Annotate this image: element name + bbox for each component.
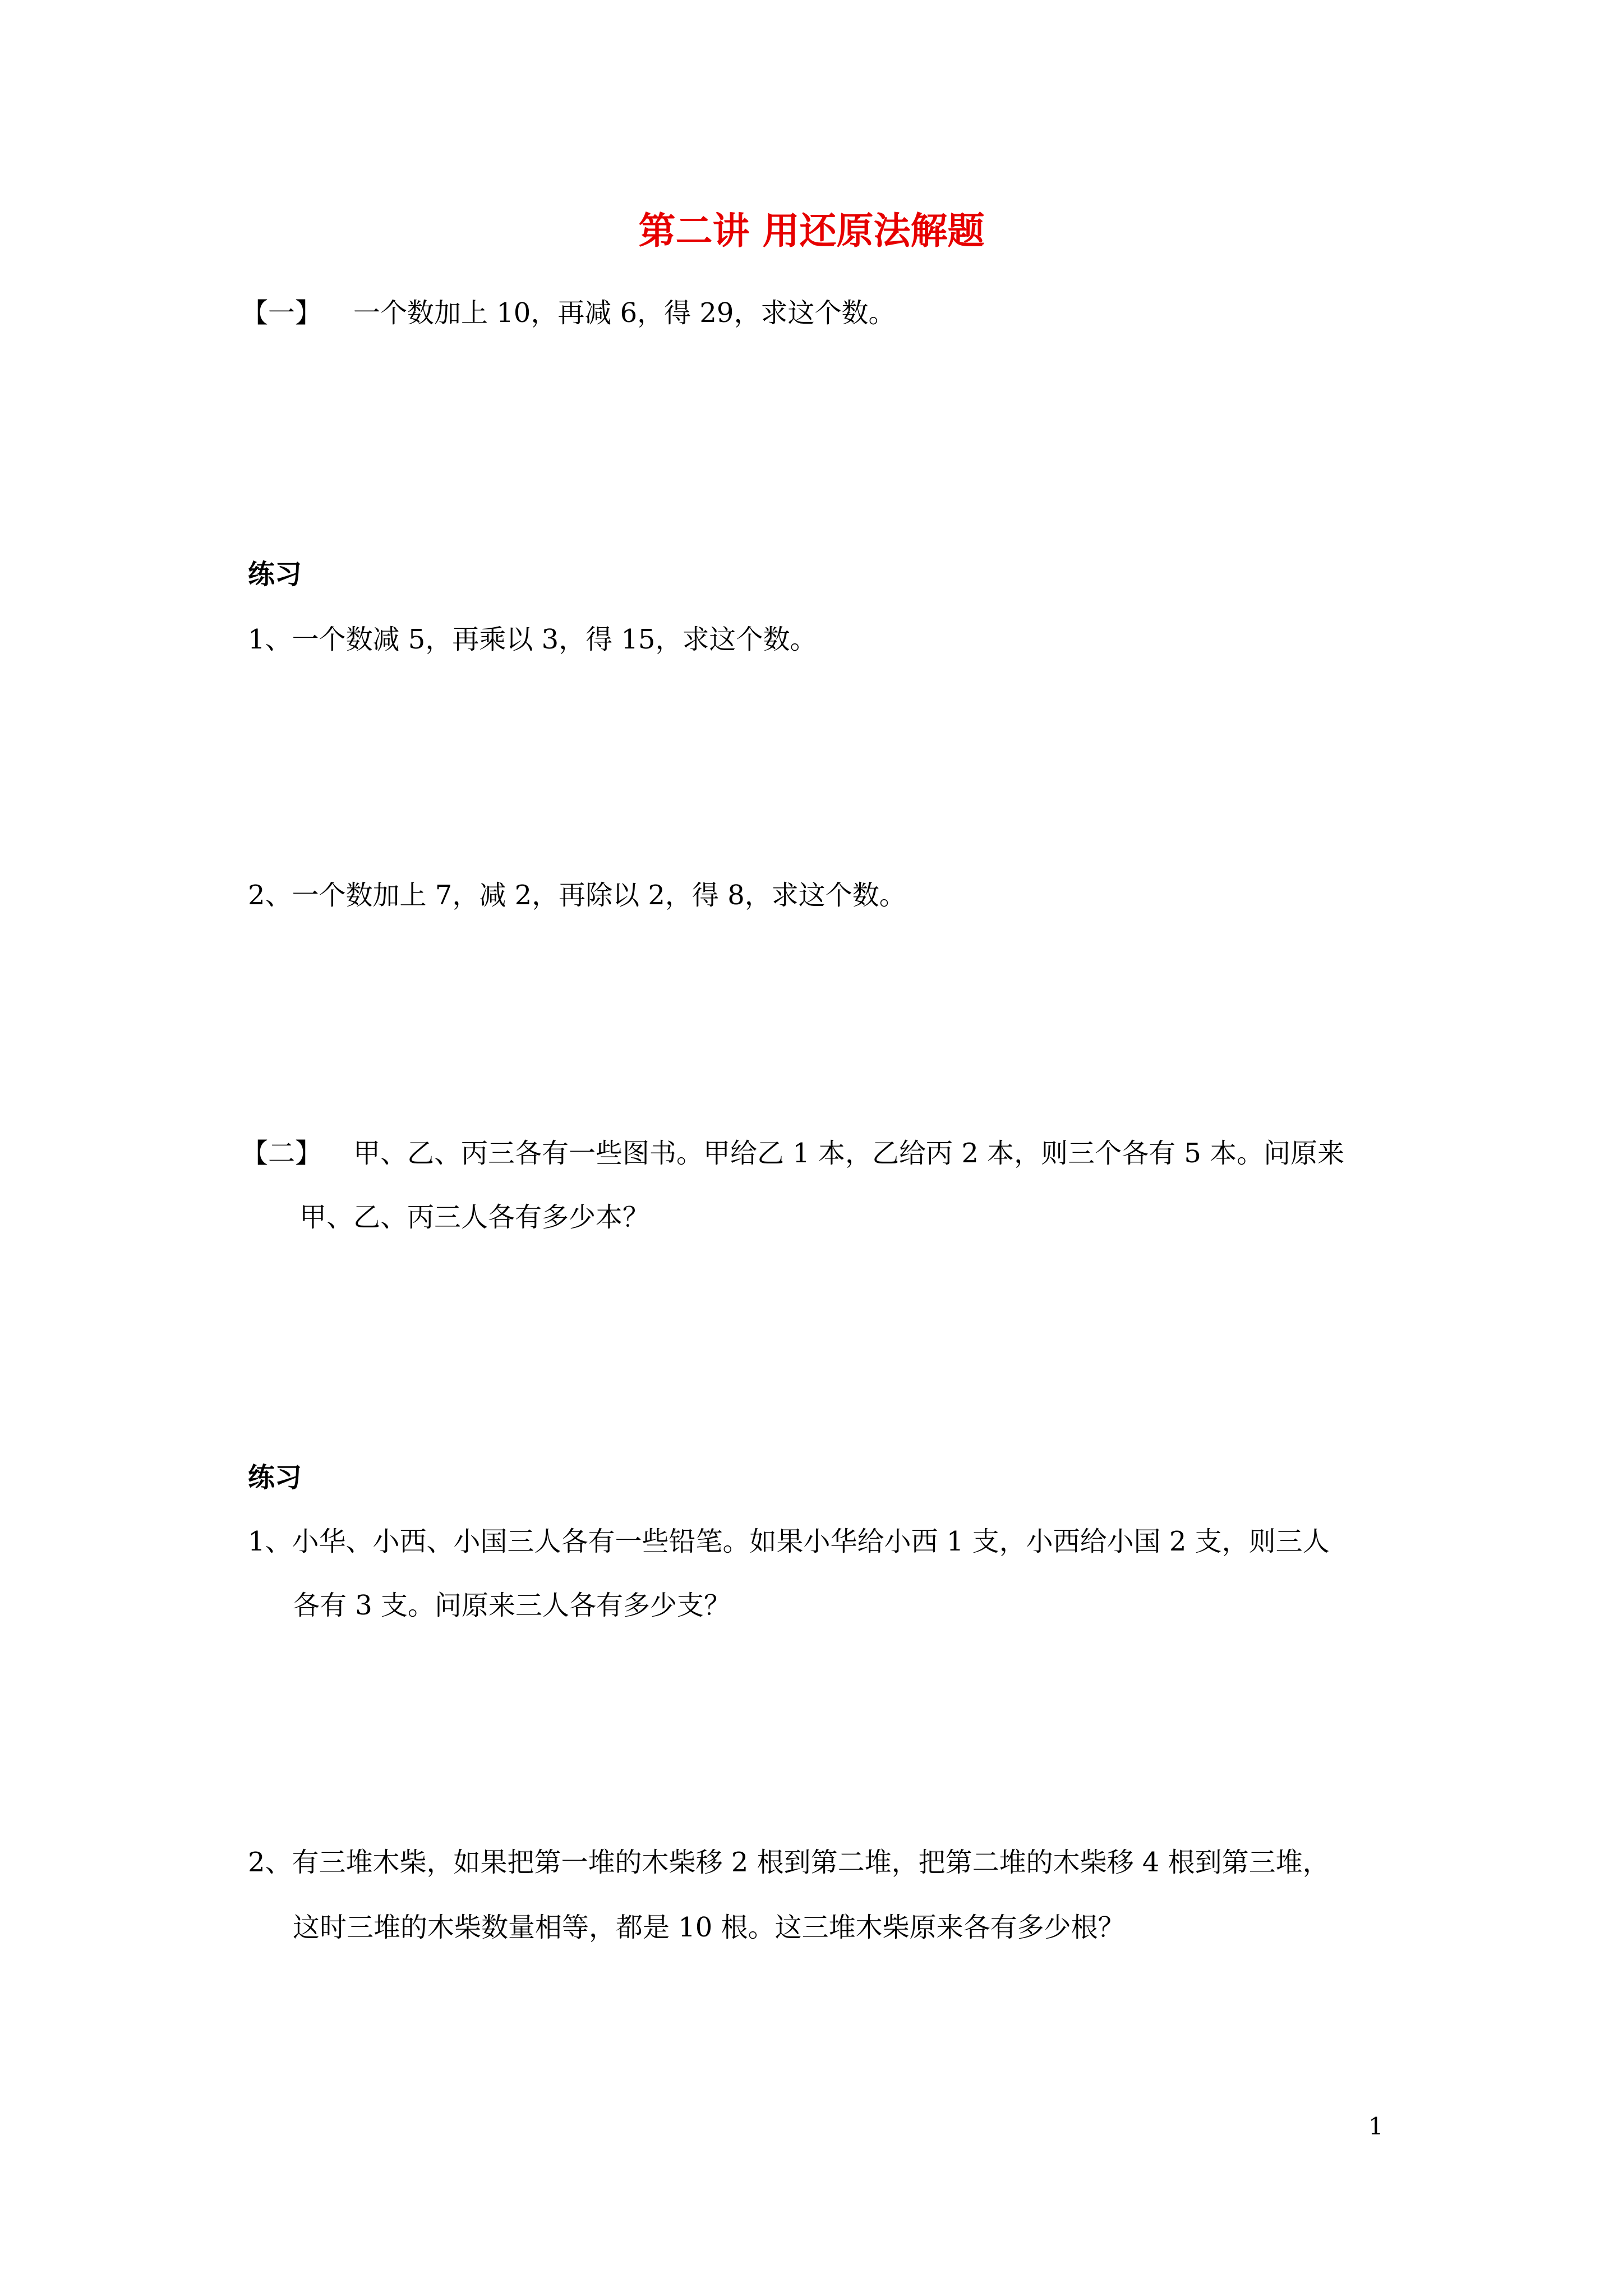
example-1-label: 【一】 [241, 297, 322, 329]
practice-2-item-1-line-1: 1、小华、小西、小国三人各有一些铅笔。如果小华给小西 1 支，小西给小国 2 支，则三人 [248, 1526, 1330, 1557]
practice-1-item-2: 2、一个数加上 7，减 2，再除以 2，得 8，求这个数。 [248, 880, 906, 911]
practice-1-item-1: 1、一个数减 5，再乘以 3，得 15，求这个数。 [248, 624, 817, 655]
practice-2-heading: 练习 [248, 1462, 302, 1493]
practice-2-item-1-line-2: 各有 3 支。问原来三人各有多少支？ [293, 1590, 731, 1621]
page-number: 1 [1368, 2113, 1384, 2140]
example-2-label: 【二】 [241, 1138, 322, 1169]
example-1-text: 一个数加上 10，再减 6，得 29，求这个数。 [353, 297, 896, 329]
practice-2-item-2-line-2: 这时三堆的木柴数量相等，都是 10 根。这三堆木柴原来各有多少根？ [293, 1912, 1125, 1943]
practice-2-item-2-line-1: 2、有三堆木柴，如果把第一堆的木柴移 2 根到第二堆，把第二堆的木柴移 4 根到第三堆， [248, 1847, 1330, 1878]
page-title: 第二讲 用还原法解题 [638, 209, 985, 252]
example-2-line-1 [241, 1140, 1344, 1167]
example-1 [241, 297, 896, 329]
example-2-line-2: 甲、乙、丙三人各有多少本？ [299, 1202, 650, 1233]
practice-1-heading: 练习 [248, 559, 302, 590]
example-2-text-1: 甲、乙、丙三各有一些图书。甲给乙 1 本，乙给丙 2 本，则三个各有 5 本。问原来 [353, 1138, 1345, 1169]
